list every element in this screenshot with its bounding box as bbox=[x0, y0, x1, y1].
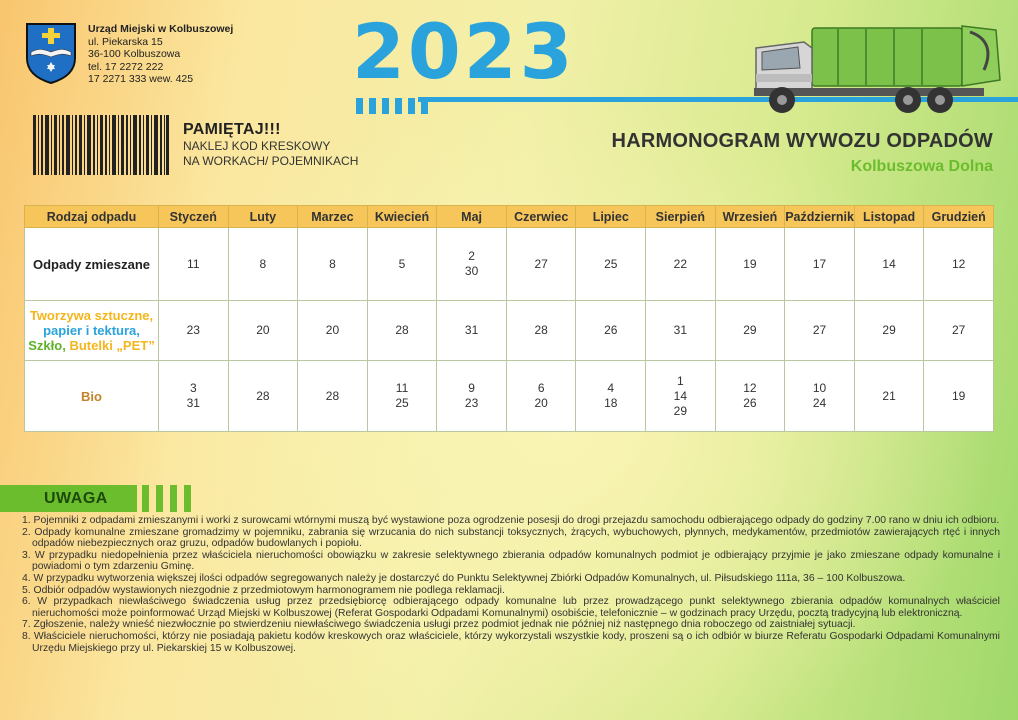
date-cell: 2 30 bbox=[437, 228, 507, 301]
date-cell: 26 bbox=[576, 301, 646, 361]
barcode-reminder bbox=[183, 121, 358, 169]
date-cell: 28 bbox=[506, 301, 576, 361]
notice-item: 7. Zgłoszenie, należy wnieść niezwłocznie po stwierdzeniu niewłaściwego świadczenia usługi przez podmiot jednak nie później niż następnego dnia roboczego od zaistniałej sytuacji. bbox=[22, 619, 856, 631]
date-cell: 12 26 bbox=[715, 361, 785, 432]
date-cell: 12 bbox=[924, 228, 994, 301]
collection-schedule-table bbox=[24, 205, 994, 432]
notice-item: 6. W przypadkach niewłaściwego świadczenia usług przez przedsiębiorcę odbierającego odpady komunalne lub przez prowadzącego punkt selektywnego zbierania odpadów komunalnych właściciel nieruchomości może poinformować Urząd Miejski w Kolbuszowej (Referat Gospodarki Odpadami Komunalnymi) osobiście, telefonicznie – w godzinach pracy Urzędu, pocztą tradycyjną lub elektroniczną. bbox=[22, 596, 1000, 619]
date-cell: 11 25 bbox=[367, 361, 437, 432]
schedule-title-block bbox=[612, 130, 993, 176]
barcode-icon bbox=[33, 115, 169, 175]
date-cell: 28 bbox=[298, 361, 368, 432]
label-paper: papier i tektura, bbox=[43, 323, 140, 338]
header-cell: Rodzaj odpadu bbox=[25, 206, 159, 228]
header-cell: Październik bbox=[785, 206, 855, 228]
date-cell: 6 20 bbox=[506, 361, 576, 432]
notice-item: 8. Właściciele nieruchomości, którzy nie posiadają pakietu kodów kreskowych oraz właściciele, którzy wykorzystali wszystkie kody, proszeni są o ich odbiór w biurze Referatu Gospodarki Odpadami Komunalnymi Urzędu Miejskiego przy ul. Piekarskiej 15 w Kolbuszowej. bbox=[22, 630, 1000, 654]
notice-heading: UWAGA bbox=[44, 490, 108, 507]
date-cell: 11 bbox=[159, 228, 229, 301]
coat-of-arms-icon bbox=[25, 22, 77, 84]
header-cell: Grudzień bbox=[924, 206, 994, 228]
schedule-area: Kolbuszowa Dolna bbox=[850, 158, 993, 175]
waste-type-mixed: Odpady zmieszane bbox=[25, 228, 159, 301]
year-heading: 2023 bbox=[352, 7, 576, 96]
date-cell: 31 bbox=[437, 301, 507, 361]
table-row bbox=[25, 361, 994, 432]
date-cell: 20 bbox=[228, 301, 298, 361]
reminder-line-1: NAKLEJ KOD KRESKOWY bbox=[183, 139, 331, 153]
date-cell: 29 bbox=[854, 301, 924, 361]
header-cell: Marzec bbox=[298, 206, 368, 228]
garbage-truck-icon bbox=[748, 18, 1010, 118]
header-cell: Czerwiec bbox=[506, 206, 576, 228]
notice-stripes bbox=[142, 485, 191, 512]
header-cell: Listopad bbox=[854, 206, 924, 228]
table-header-row bbox=[25, 206, 994, 228]
date-cell: 3 31 bbox=[159, 361, 229, 432]
office-phone-ext: 17 2271 333 wew. 425 bbox=[88, 73, 194, 86]
date-cell: 9 23 bbox=[437, 361, 507, 432]
date-cell: 20 bbox=[298, 301, 368, 361]
label-glass: Szkło, bbox=[28, 338, 66, 353]
date-cell: 14 bbox=[854, 228, 924, 301]
label-plastics: Tworzywa sztuczne, bbox=[29, 308, 154, 323]
header-cell: Sierpień bbox=[646, 206, 716, 228]
date-cell: 28 bbox=[228, 361, 298, 432]
notice-item: 1. Pojemniki z odpadami zmieszanymi i worki z surowcami wtórnymi muszą być wystawione poza ogrodzenie posesji do drogi przejazdu samochodu odbierającego odpady do godziny 7.00 rano w dniu ich odbioru. bbox=[22, 515, 1000, 526]
date-cell: 31 bbox=[646, 301, 716, 361]
date-cell: 17 bbox=[785, 228, 855, 301]
office-name: Urząd Miejski w Kolbuszowej bbox=[88, 23, 234, 35]
date-cell: 27 bbox=[924, 301, 994, 361]
date-cell: 4 18 bbox=[576, 361, 646, 432]
date-cell: 28 bbox=[367, 301, 437, 361]
header-cell: Kwiecień bbox=[367, 206, 437, 228]
date-cell: 29 bbox=[715, 301, 785, 361]
notice-item: 4. W przypadku wytworzenia większej ilości odpadów segregowanych należy je dostarczyć do Punktu Selektywnej Zbiórki Odpadów Komunalnych, ul. Piłsudskiego 111a, 36 – 100 Kolbuszowa. bbox=[22, 572, 906, 584]
date-cell: 27 bbox=[785, 301, 855, 361]
schedule-title: HARMONOGRAM WYWOZU ODPADÓW bbox=[611, 130, 993, 152]
date-cell: 23 bbox=[159, 301, 229, 361]
office-address bbox=[88, 23, 233, 86]
date-cell: 1 14 29 bbox=[646, 361, 716, 432]
date-cell: 19 bbox=[715, 228, 785, 301]
date-cell: 8 bbox=[228, 228, 298, 301]
reminder-title: PAMIĘTAJ!!! bbox=[183, 121, 281, 138]
header-cell: Lipiec bbox=[576, 206, 646, 228]
label-pet: Butelki „PET” bbox=[69, 338, 155, 353]
header-cell: Wrzesień bbox=[715, 206, 785, 228]
notice-item: 3. W przypadku niedopełnienia przez właściciela nieruchomości obowiązku w zakresie selektywnego zbierania odpadów komunalnych podmiot je odbierający przyjmie je jako zmieszane odpady komunalne i powiadomi o tym zdarzeniu Gminę. bbox=[22, 549, 1000, 573]
notice-item: 5. Odbiór odpadów wystawionych niezgodnie z przedmiotowym harmonogramem nie podlega reklamacji. bbox=[22, 584, 505, 596]
notice-heading-bar bbox=[0, 485, 137, 512]
date-cell: 8 bbox=[298, 228, 368, 301]
waste-type-bio: Bio bbox=[25, 361, 159, 432]
office-city: 36-100 Kolbuszowa bbox=[88, 48, 181, 61]
date-cell: 25 bbox=[576, 228, 646, 301]
office-street: ul. Piekarska 15 bbox=[88, 35, 163, 48]
header-cell: Maj bbox=[437, 206, 507, 228]
waste-type-recyclables bbox=[25, 301, 159, 361]
date-cell: 21 bbox=[854, 361, 924, 432]
office-phone: tel. 17 2272 222 bbox=[88, 60, 164, 73]
date-cell: 27 bbox=[506, 228, 576, 301]
date-cell: 22 bbox=[646, 228, 716, 301]
date-cell: 10 24 bbox=[785, 361, 855, 432]
reminder-line-2: NA WORKACH/ POJEMNIKACH bbox=[183, 154, 359, 168]
header-cell: Luty bbox=[228, 206, 298, 228]
table-row bbox=[25, 228, 994, 301]
header-cell: Styczeń bbox=[159, 206, 229, 228]
notice-list bbox=[22, 515, 1000, 654]
table-row bbox=[25, 301, 994, 361]
date-cell: 5 bbox=[367, 228, 437, 301]
date-cell: 19 bbox=[924, 361, 994, 432]
notice-item: 2. Odpady komunalne zmieszane gromadzimy w pojemniku, zabrania się wrzucania do nich substancji toksycznych, żrących, wybuchowych, płynnych, medykamentów, przedmiotów zawierających rtęć i innych odpadów niebezpiecznych oraz gruzu, odpadów budowlanych i popiołu. bbox=[22, 526, 1000, 550]
